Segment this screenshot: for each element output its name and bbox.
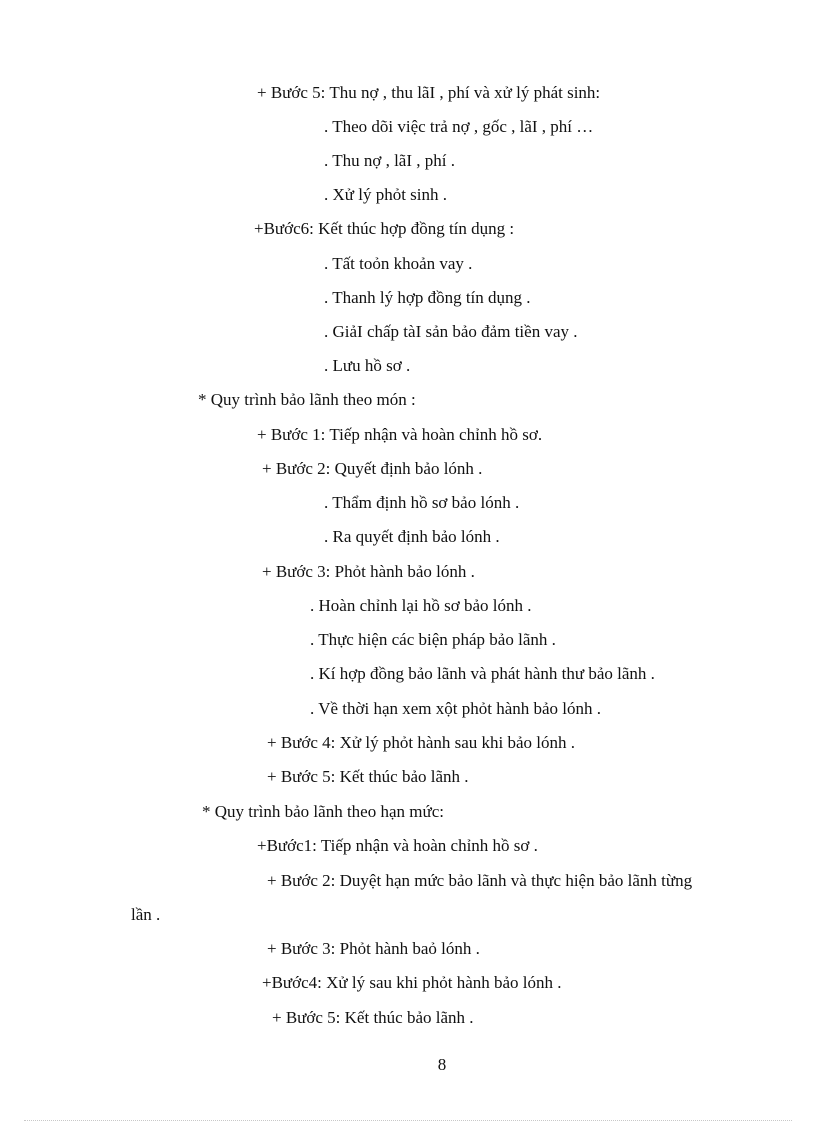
text-line: . GiảI chấp tàI sản bảo đảm tiền vay . <box>324 322 578 341</box>
text-line: . Thực hiện các biện pháp bảo lãnh . <box>310 630 556 649</box>
text-line: . Lưu hồ sơ . <box>324 356 411 375</box>
text-line: + Bước 1: Tiếp nhận và hoàn chỉnh hồ sơ. <box>257 425 543 444</box>
text-line: + Bước 3: Phỏt hành bảo lónh . <box>262 562 475 581</box>
text-line: . Kí hợp đồng bảo lãnh và phát hành thư bảo lãnh . <box>310 664 655 683</box>
page-number: 8 <box>437 1055 447 1074</box>
text-line: + Bước 2: Duyệt hạn mức bảo lãnh và thực hiện bảo lãnh từng <box>267 871 693 890</box>
text-line: + Bước 4: Xử lý phỏt hành sau khi bảo lónh . <box>267 733 576 752</box>
text-line: . Tất toỏn khoản vay . <box>324 254 473 273</box>
text-line: . Hoàn chỉnh lại hồ sơ bảo lónh . <box>310 596 532 615</box>
text-line: + Bước 3: Phỏt hành baỏ lónh . <box>267 939 480 958</box>
page-bottom-divider <box>24 1120 792 1121</box>
text-line: + Bước 5: Thu nợ , thu lãI , phí và xử lý phát sinh: <box>257 83 601 102</box>
section-heading: * Quy trình bảo lãnh theo hạn mức: <box>202 802 444 821</box>
text-line: + Bước 5: Kết thúc bảo lãnh . <box>267 767 469 786</box>
section-heading: * Quy trình bảo lãnh theo món : <box>198 390 416 409</box>
text-line: +Bước1: Tiếp nhận và hoàn chỉnh hồ sơ . <box>257 836 538 855</box>
text-line: . Thanh lý hợp đồng tín dụng . <box>324 288 531 307</box>
text-line: +Bước4: Xử lý sau khi phỏt hành bảo lónh . <box>262 973 562 992</box>
text-line: + Bước 5: Kết thúc bảo lãnh . <box>272 1008 474 1027</box>
text-line: . Theo dõi việc trả nợ , gốc , lãI , phí … <box>324 117 594 136</box>
text-line: . Thẩm định hồ sơ bảo lónh . <box>324 493 520 512</box>
text-line: . Về thời hạn xem xột phỏt hành bảo lónh . <box>310 699 602 718</box>
text-line: lần . <box>131 905 161 924</box>
text-line: +Bước6: Kết thúc hợp đồng tín dụng : <box>254 219 515 238</box>
text-line: . Ra quyết định bảo lónh . <box>324 527 500 546</box>
text-line: + Bước 2: Quyết định bảo lónh . <box>262 459 483 478</box>
text-line: . Xử lý phỏt sinh . <box>324 185 448 204</box>
text-line: . Thu nợ , lãI , phí . <box>324 151 455 170</box>
